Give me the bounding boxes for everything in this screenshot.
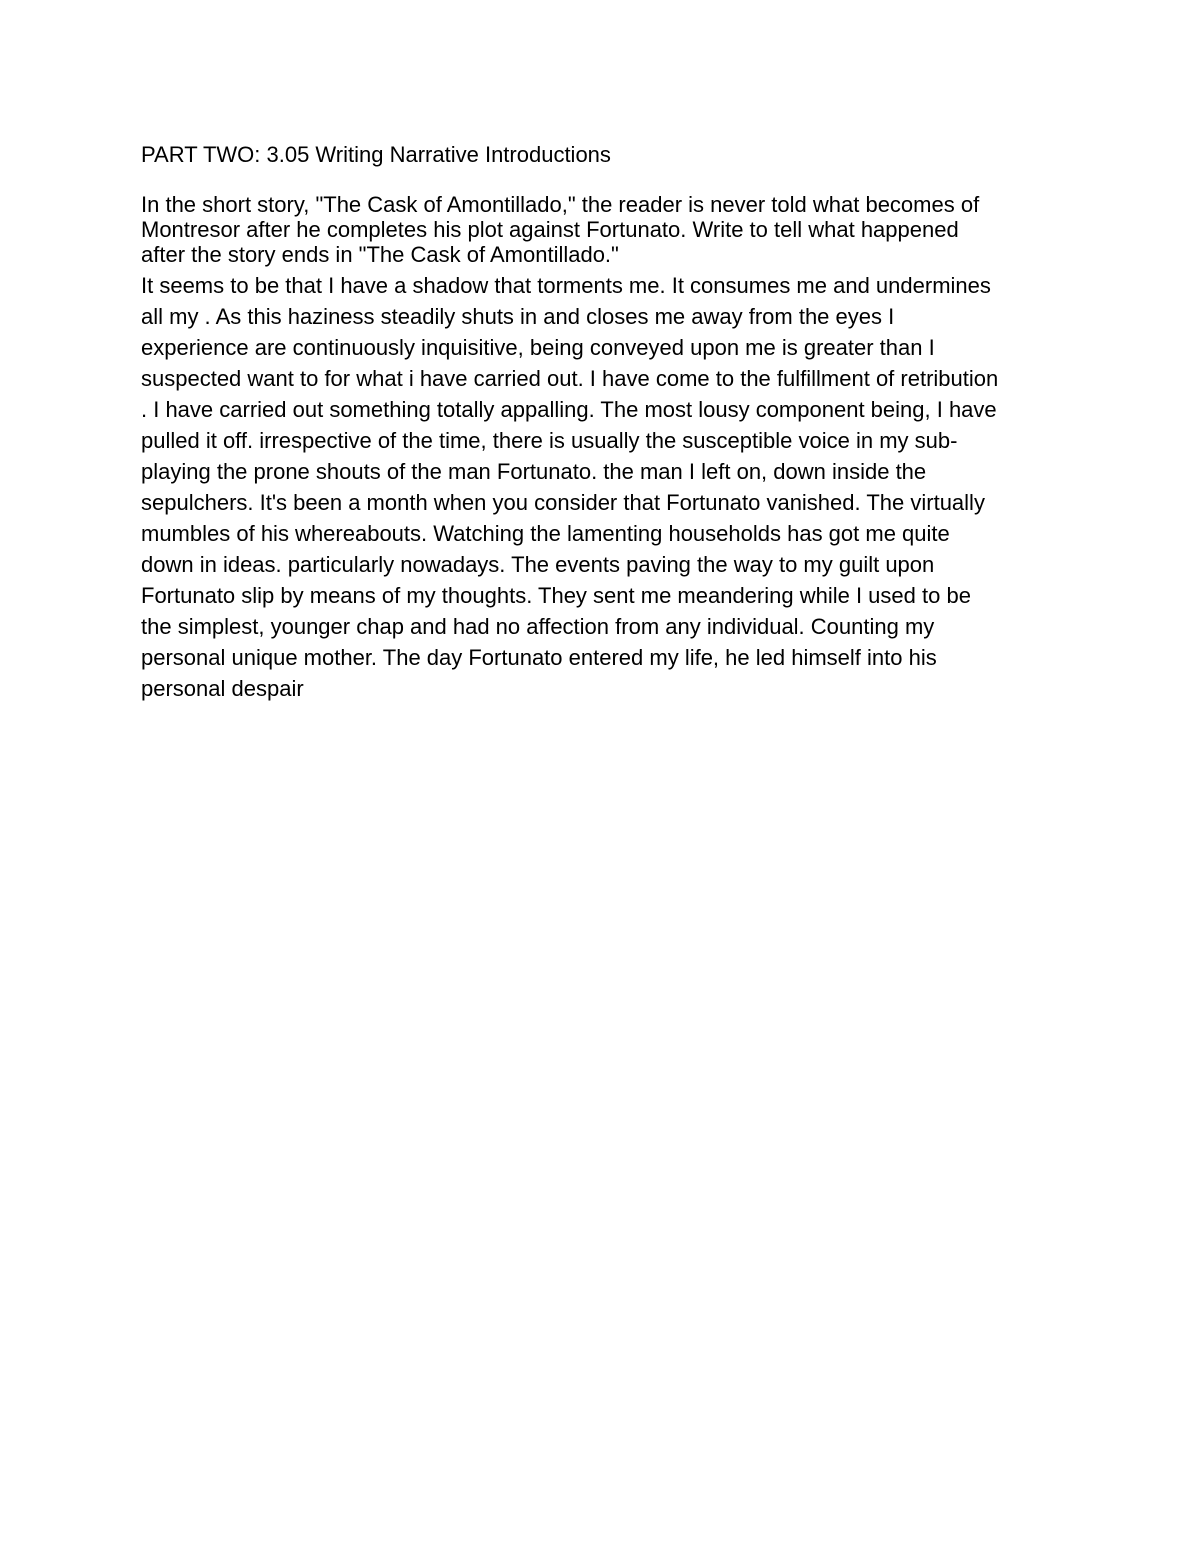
response-line: personal despair <box>141 676 304 701</box>
response-line: playing the prone shouts of the man Fortunato. the man I left on, down inside the <box>141 459 927 484</box>
response-line: sepulchers. It's been a month when you consider that Fortunato vanished. The virtually <box>141 490 985 515</box>
prompt-line: after the story ends in "The Cask of Amontillado." <box>141 242 619 267</box>
response-line: all my . As this haziness steadily shuts in and closes me away from the eyes I <box>141 304 895 329</box>
response-line: personal unique mother. The day Fortunato entered my life, he led himself into his <box>141 645 937 670</box>
response-line: experience are continuously inquisitive, being conveyed upon me is greater than I <box>141 335 935 360</box>
document-heading: PART TWO: 3.05 Writing Narrative Introductions <box>141 142 611 167</box>
response-line: the simplest, younger chap and had no affection from any individual. Counting my <box>141 614 935 639</box>
response-line: down in ideas. particularly nowadays. The events paving the way to my guilt upon <box>141 552 935 577</box>
response-line: pulled it off. irrespective of the time, there is usually the susceptible voice in my sub- <box>141 428 958 453</box>
prompt-line: In the short story, "The Cask of Amontillado," the reader is never told what becomes of <box>141 192 980 217</box>
response-line: Fortunato slip by means of my thoughts. They sent me meandering while I used to be <box>141 583 971 608</box>
response-line: suspected want to for what i have carried out. I have come to the fulfillment of retribution <box>141 366 999 391</box>
narrative-response <box>141 270 1071 704</box>
response-line: . I have carried out something totally appalling. The most lousy component being, I have <box>141 397 997 422</box>
response-line: mumbles of his whereabouts. Watching the lamenting households has got me quite <box>141 521 950 546</box>
response-line: It seems to be that I have a shadow that torments me. It consumes me and undermines <box>141 273 991 298</box>
document-content <box>141 140 1071 704</box>
prompt-line: Montresor after he completes his plot against Fortunato. Write to tell what happened <box>141 217 959 242</box>
assignment-prompt <box>141 192 1071 267</box>
